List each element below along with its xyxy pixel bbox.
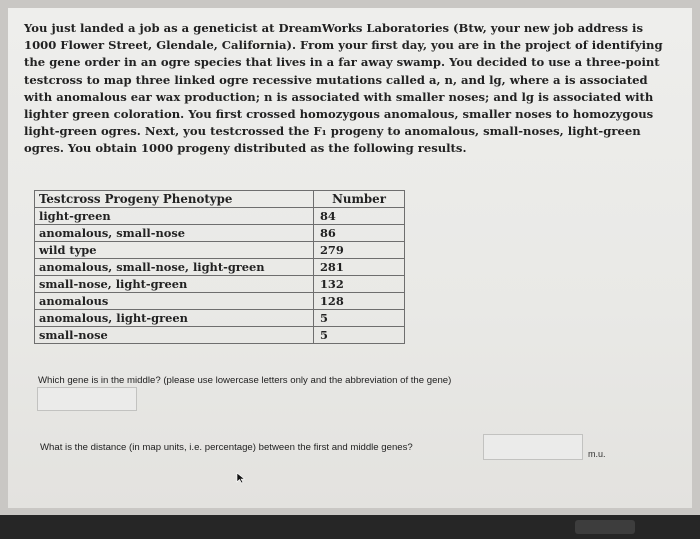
row-number: 279 <box>314 242 405 259</box>
table-row <box>35 293 405 310</box>
row-phenotype: anomalous <box>35 293 314 310</box>
table-row <box>35 208 405 225</box>
map-distance-question: What is the distance (in map units, i.e. percentage) between the first and middle genes? <box>40 442 413 453</box>
middle-gene-input[interactable] <box>37 387 137 411</box>
progeny-table <box>34 190 405 344</box>
row-phenotype: wild type <box>35 242 314 259</box>
mouse-cursor-icon <box>236 472 246 484</box>
row-phenotype: anomalous, small-nose <box>35 225 314 242</box>
bottom-bar-button[interactable] <box>575 520 635 534</box>
row-phenotype: small-nose <box>35 327 314 344</box>
row-phenotype: light-green <box>35 208 314 225</box>
map-distance-input[interactable] <box>483 434 583 460</box>
row-number: 132 <box>314 276 405 293</box>
row-phenotype: anomalous, small-nose, light-green <box>35 259 314 276</box>
table-row <box>35 276 405 293</box>
middle-gene-question: Which gene is in the middle? (please use lowercase letters only and the abbreviation of the gene) <box>38 375 452 386</box>
header-number: Number <box>314 191 405 208</box>
row-phenotype: anomalous, light-green <box>35 310 314 327</box>
row-number: 128 <box>314 293 405 310</box>
row-number: 86 <box>314 225 405 242</box>
table-row <box>35 225 405 242</box>
row-number: 5 <box>314 327 405 344</box>
row-number: 281 <box>314 259 405 276</box>
map-units-label: m.u. <box>588 449 606 459</box>
row-phenotype: small-nose, light-green <box>35 276 314 293</box>
header-phenotype: Testcross Progeny Phenotype <box>35 191 314 208</box>
table-row <box>35 242 405 259</box>
question-text: You just landed a job as a geneticist at DreamWorks Laboratories (Btw, your new job address is 1000 Flower Street, Glendale, California). From your first day, you are in the project of identifying the gene order in an ogre species that lives in a far away swamp. You decided to use a three-point testcross to map three linked ogre recessive mutations called a, n, and lg, where a is associated with anomalous ear wax production; n is associated with smaller noses; and lg is associated with lighter green coloration. You first crossed homozygous anomalous, smaller noses to homozygous light-green ogres. Next, you testcrossed the F₁ progeny to anomalous, small-noses, light-green ogres. You obtain 1000 progeny distributed as the following results. <box>24 21 663 156</box>
row-number: 84 <box>314 208 405 225</box>
table-header-row <box>35 191 405 208</box>
table-row <box>35 259 405 276</box>
table-row <box>35 310 405 327</box>
table-row <box>35 327 405 344</box>
row-number: 5 <box>314 310 405 327</box>
